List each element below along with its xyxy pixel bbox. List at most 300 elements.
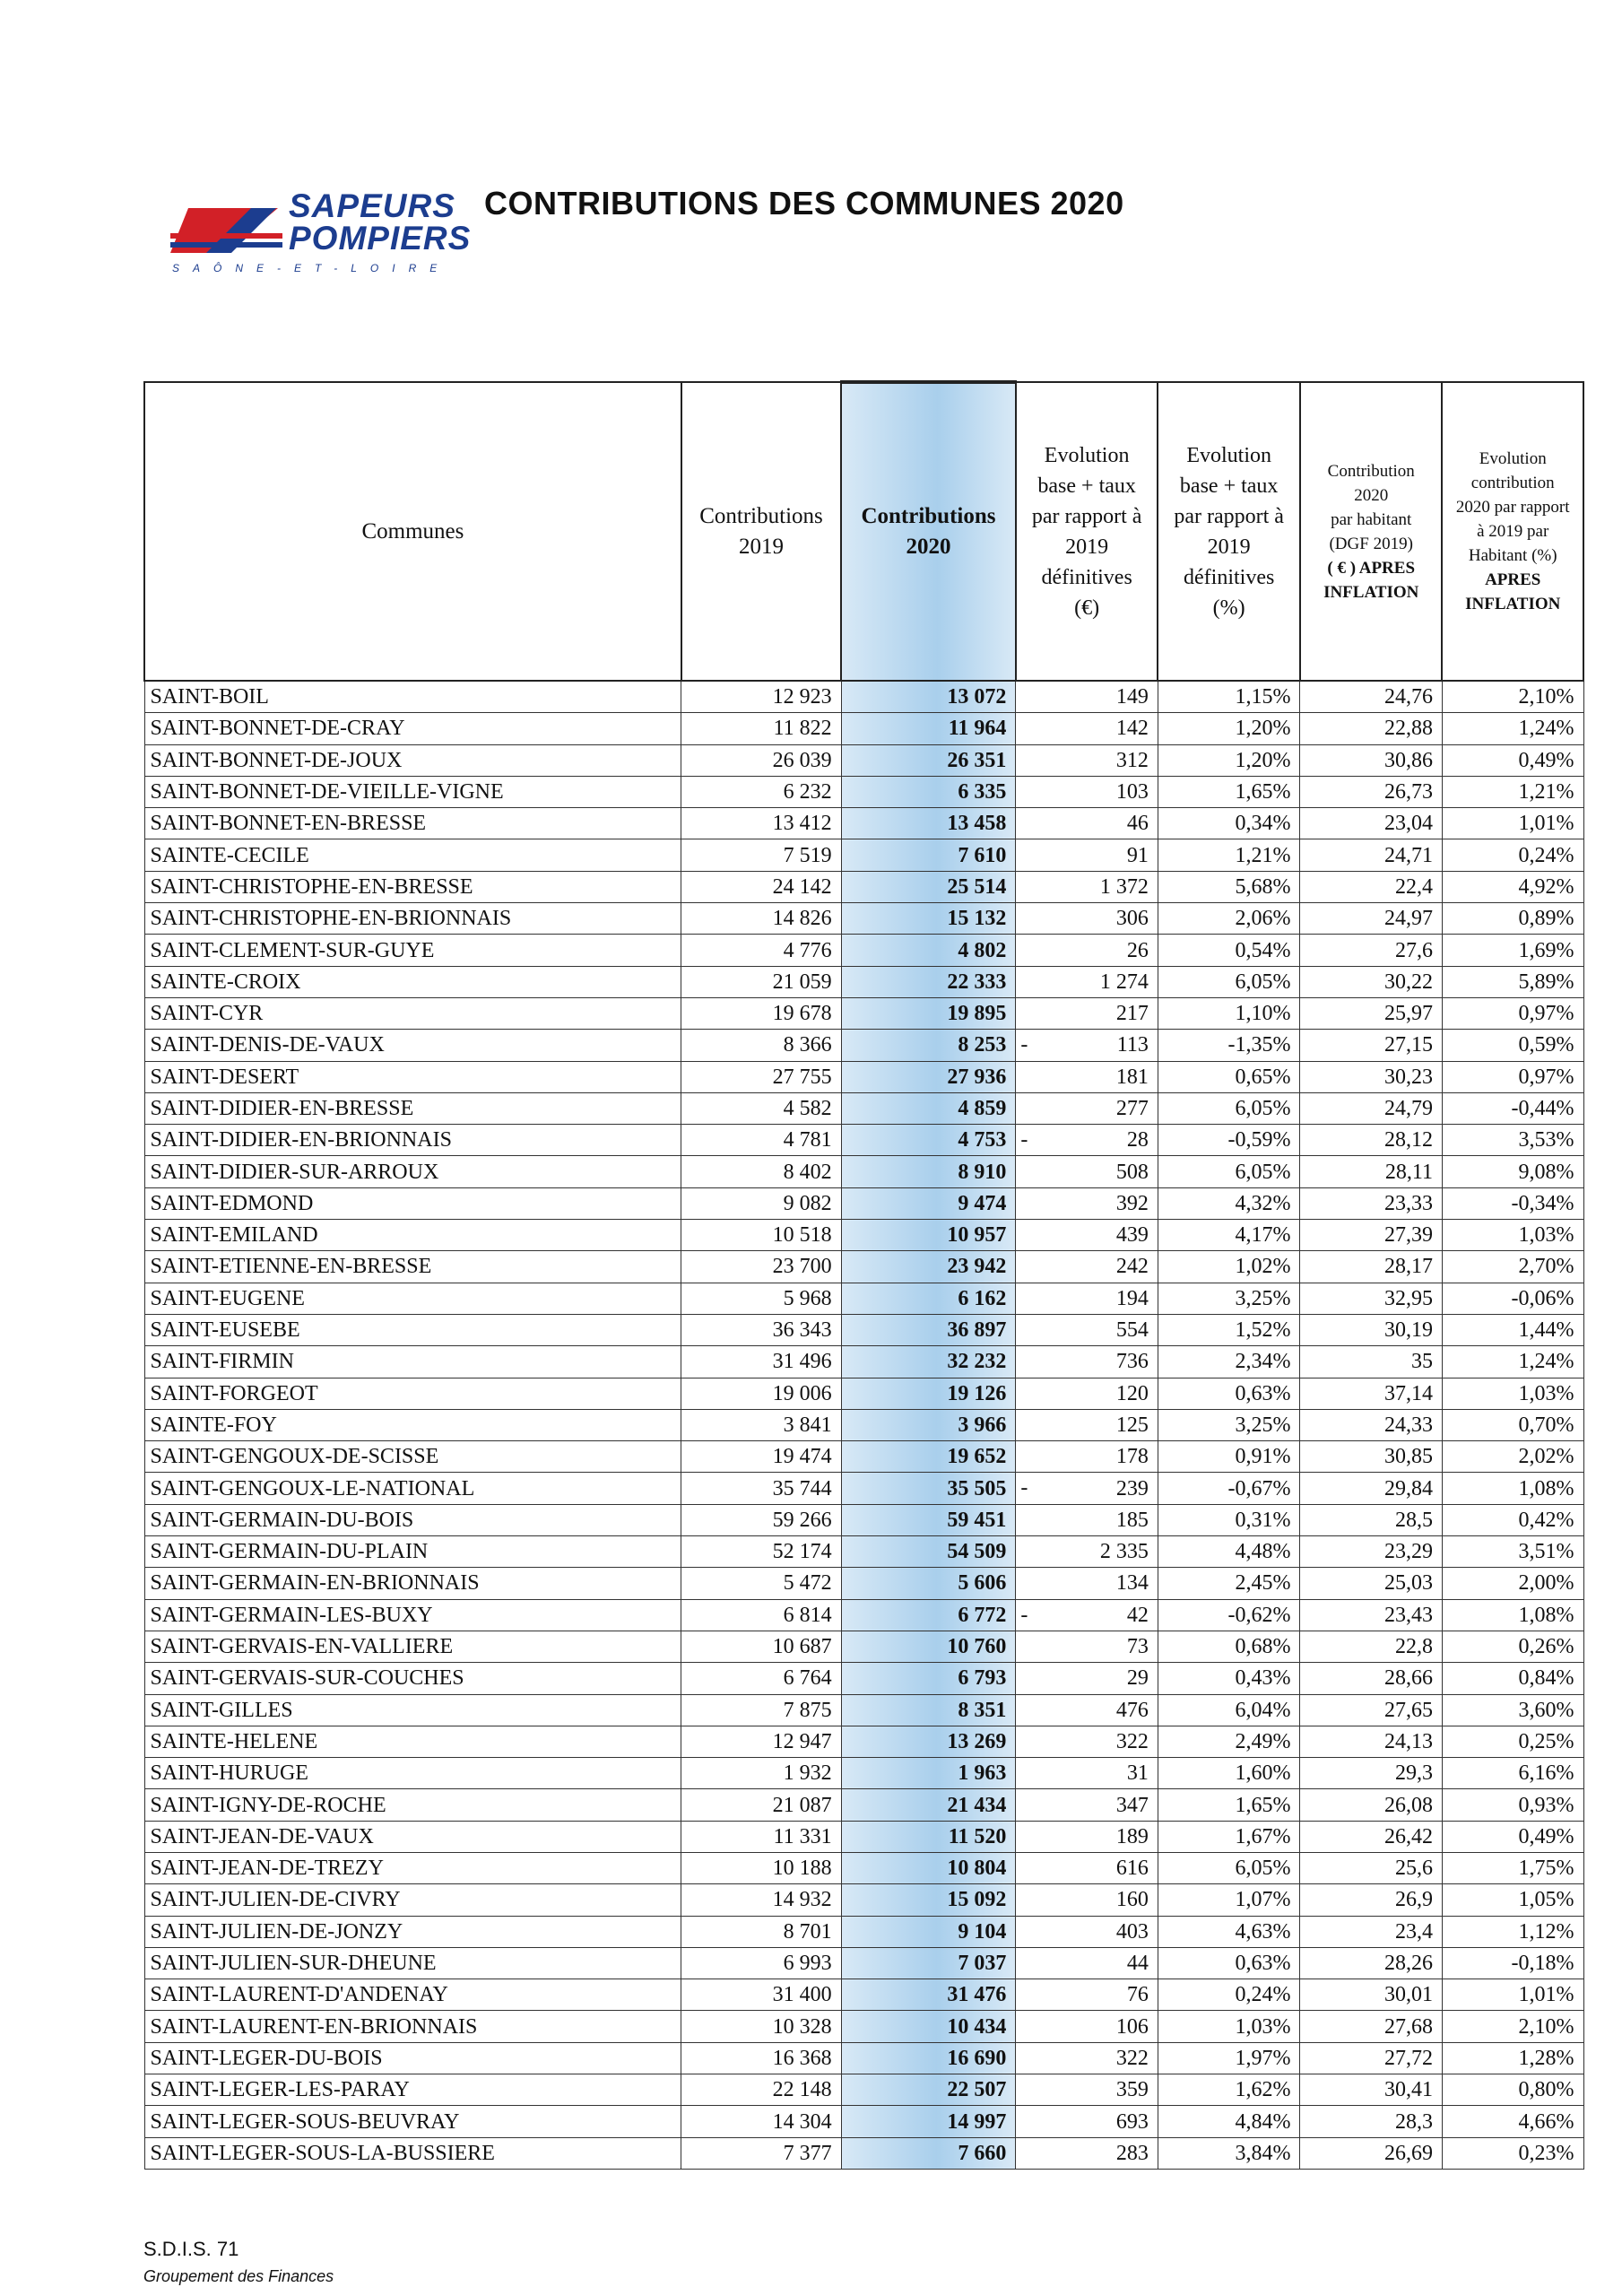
contrib-2020-cell: 13 072 bbox=[841, 681, 1016, 713]
per-habitant-cell: 26,9 bbox=[1300, 1884, 1443, 1916]
commune-name-cell: SAINT-DENIS-DE-VAUX bbox=[144, 1030, 681, 1061]
evolution-eur-cell: 508 bbox=[1016, 1156, 1158, 1187]
evolution-pct-cell: 3,84% bbox=[1158, 2137, 1300, 2169]
evolution-per-habitant-cell: -0,06% bbox=[1442, 1283, 1583, 1314]
evolution-eur-cell: 142 bbox=[1016, 713, 1158, 744]
per-habitant-cell: 28,17 bbox=[1300, 1251, 1443, 1283]
commune-name-cell: SAINT-GILLES bbox=[144, 1694, 681, 1726]
evolution-eur-cell: 26 bbox=[1016, 935, 1158, 966]
evolution-eur-cell: 554 bbox=[1016, 1314, 1158, 1345]
table-row bbox=[144, 2137, 1583, 2169]
contrib-2020-cell: 10 760 bbox=[841, 1631, 1016, 1662]
evolution-pct-cell: 1,67% bbox=[1158, 1821, 1300, 1852]
commune-name-cell: SAINT-GENGOUX-DE-SCISSE bbox=[144, 1441, 681, 1473]
evolution-per-habitant-cell: 0,49% bbox=[1442, 1821, 1583, 1852]
table-row bbox=[144, 1030, 1583, 1061]
table-row bbox=[144, 1758, 1583, 1789]
contrib-2020-cell: 4 802 bbox=[841, 935, 1016, 966]
per-habitant-cell: 27,39 bbox=[1300, 1220, 1443, 1251]
evolution-eur-cell: 392 bbox=[1016, 1187, 1158, 1219]
contrib-2019-cell: 26 039 bbox=[681, 744, 841, 776]
evolution-eur-cell: 439 bbox=[1016, 1220, 1158, 1251]
contrib-2019-cell: 4 776 bbox=[681, 935, 841, 966]
per-habitant-cell: 28,12 bbox=[1300, 1125, 1443, 1156]
commune-name-cell: SAINT-LEGER-LES-PARAY bbox=[144, 2074, 681, 2106]
evolution-per-habitant-cell: -0,18% bbox=[1442, 1947, 1583, 1979]
evolution-eur-cell: 91 bbox=[1016, 839, 1158, 871]
evolution-per-habitant-cell: 0,49% bbox=[1442, 744, 1583, 776]
table-row bbox=[144, 997, 1583, 1029]
evolution-per-habitant-cell: 5,89% bbox=[1442, 966, 1583, 997]
commune-name-cell: SAINT-GERMAIN-EN-BRIONNAIS bbox=[144, 1568, 681, 1599]
contrib-2020-cell: 6 772 - bbox=[841, 1599, 1016, 1631]
table-row bbox=[144, 1916, 1583, 1947]
evolution-pct-cell: 2,34% bbox=[1158, 1346, 1300, 1378]
evolution-eur-cell: 693 bbox=[1016, 2106, 1158, 2137]
per-habitant-cell: 24,76 bbox=[1300, 681, 1443, 713]
contrib-2019-cell: 7 875 bbox=[681, 1694, 841, 1726]
commune-name-cell: SAINT-EMILAND bbox=[144, 1220, 681, 1251]
contrib-2020-cell: 25 514 bbox=[841, 871, 1016, 902]
evolution-per-habitant-cell: 1,03% bbox=[1442, 1220, 1583, 1251]
evolution-per-habitant-cell: 3,53% bbox=[1442, 1125, 1583, 1156]
commune-name-cell: SAINT-JEAN-DE-TREZY bbox=[144, 1852, 681, 1883]
table-row bbox=[144, 1536, 1583, 1568]
commune-name-cell: SAINT-GERMAIN-DU-BOIS bbox=[144, 1504, 681, 1535]
table-row bbox=[144, 2042, 1583, 2074]
evolution-per-habitant-cell: 0,42% bbox=[1442, 1504, 1583, 1535]
per-habitant-cell: 27,65 bbox=[1300, 1694, 1443, 1726]
evolution-per-habitant-cell: 1,12% bbox=[1442, 1916, 1583, 1947]
contrib-2019-cell: 14 932 bbox=[681, 1884, 841, 1916]
per-habitant-cell: 29,84 bbox=[1300, 1473, 1443, 1504]
contrib-2019-cell: 11 331 bbox=[681, 1821, 841, 1852]
contrib-2020-cell: 54 509 bbox=[841, 1536, 1016, 1568]
table-row bbox=[144, 1726, 1583, 1757]
evolution-per-habitant-cell: 1,24% bbox=[1442, 713, 1583, 744]
logo-wordmark bbox=[289, 187, 472, 257]
per-habitant-cell: 28,5 bbox=[1300, 1504, 1443, 1535]
table-row bbox=[144, 935, 1583, 966]
contrib-2020-cell: 11 964 bbox=[841, 713, 1016, 744]
evolution-eur-cell: 46 bbox=[1016, 808, 1158, 839]
header-evolution-eur: Evolution base + taux par rapport à 2019 définitives (€) bbox=[1016, 382, 1158, 681]
evolution-pct-cell: 1,02% bbox=[1158, 1251, 1300, 1283]
evolution-per-habitant-cell: 1,01% bbox=[1442, 1979, 1583, 2011]
per-habitant-cell: 27,6 bbox=[1300, 935, 1443, 966]
contrib-2019-cell: 7 519 bbox=[681, 839, 841, 871]
contrib-2019-cell: 8 402 bbox=[681, 1156, 841, 1187]
table-row bbox=[144, 1125, 1583, 1156]
evolution-per-habitant-cell: 2,10% bbox=[1442, 2011, 1583, 2042]
evolution-pct-cell: 0,91% bbox=[1158, 1441, 1300, 1473]
commune-name-cell: SAINT-JULIEN-DE-JONZY bbox=[144, 1916, 681, 1947]
evolution-eur-cell: 476 bbox=[1016, 1694, 1158, 1726]
evolution-pct-cell: 6,05% bbox=[1158, 966, 1300, 997]
evolution-per-habitant-cell: 0,80% bbox=[1442, 2074, 1583, 2106]
table-row bbox=[144, 808, 1583, 839]
contrib-2020-cell: 15 092 bbox=[841, 1884, 1016, 1916]
evolution-pct-cell: 4,48% bbox=[1158, 1536, 1300, 1568]
negative-marker: - bbox=[1020, 1033, 1028, 1057]
evolution-pct-cell: 1,21% bbox=[1158, 839, 1300, 871]
per-habitant-cell: 35 bbox=[1300, 1346, 1443, 1378]
commune-name-cell: SAINT-GENGOUX-LE-NATIONAL bbox=[144, 1473, 681, 1504]
evolution-per-habitant-cell: 2,00% bbox=[1442, 1568, 1583, 1599]
per-habitant-cell: 27,15 bbox=[1300, 1030, 1443, 1061]
per-habitant-cell: 23,43 bbox=[1300, 1599, 1443, 1631]
evolution-eur-cell: 1 274 bbox=[1016, 966, 1158, 997]
per-habitant-cell: 24,79 bbox=[1300, 1092, 1443, 1124]
evolution-pct-cell: 0,43% bbox=[1158, 1663, 1300, 1694]
evolution-pct-cell: 6,05% bbox=[1158, 1156, 1300, 1187]
per-habitant-cell: 23,4 bbox=[1300, 1916, 1443, 1947]
per-habitant-cell: 28,11 bbox=[1300, 1156, 1443, 1187]
per-habitant-cell: 25,97 bbox=[1300, 997, 1443, 1029]
evolution-pct-cell: 4,84% bbox=[1158, 2106, 1300, 2137]
evolution-eur-cell: 194 bbox=[1016, 1283, 1158, 1314]
evolution-eur-cell: 106 bbox=[1016, 2011, 1158, 2042]
evolution-per-habitant-cell: 2,70% bbox=[1442, 1251, 1583, 1283]
contrib-2019-cell: 31 496 bbox=[681, 1346, 841, 1378]
contrib-2020-cell: 8 253 - bbox=[841, 1030, 1016, 1061]
contrib-2020-cell: 19 895 bbox=[841, 997, 1016, 1029]
commune-name-cell: SAINT-DIDIER-EN-BRIONNAIS bbox=[144, 1125, 681, 1156]
table-row bbox=[144, 776, 1583, 807]
contrib-2019-cell: 35 744 bbox=[681, 1473, 841, 1504]
evolution-per-habitant-cell: 0,89% bbox=[1442, 903, 1583, 935]
contrib-2020-cell: 59 451 bbox=[841, 1504, 1016, 1535]
per-habitant-cell: 25,03 bbox=[1300, 1568, 1443, 1599]
evolution-eur-cell: 185 bbox=[1016, 1504, 1158, 1535]
per-habitant-cell: 26,42 bbox=[1300, 1821, 1443, 1852]
commune-name-cell: SAINT-ETIENNE-EN-BRESSE bbox=[144, 1251, 681, 1283]
evolution-per-habitant-cell: 0,97% bbox=[1442, 997, 1583, 1029]
contrib-2019-cell: 3 841 bbox=[681, 1409, 841, 1440]
evolution-pct-cell: -1,35% bbox=[1158, 1030, 1300, 1061]
commune-name-cell: SAINT-JEAN-DE-VAUX bbox=[144, 1821, 681, 1852]
header-communes: Communes bbox=[144, 382, 681, 681]
table-row bbox=[144, 1187, 1583, 1219]
header-evolution-per-habitant: Evolution contribution 2020 par rapport à 2019 par Habitant (%) APRES INFLATION bbox=[1442, 382, 1583, 681]
contrib-2019-cell: 36 343 bbox=[681, 1314, 841, 1345]
commune-name-cell: SAINT-CLEMENT-SUR-GUYE bbox=[144, 935, 681, 966]
contrib-2019-cell: 7 377 bbox=[681, 2137, 841, 2169]
evolution-per-habitant-cell: 0,25% bbox=[1442, 1726, 1583, 1757]
table-header-row bbox=[144, 382, 1583, 681]
table-row bbox=[144, 1378, 1583, 1409]
evolution-eur-cell: 73 bbox=[1016, 1631, 1158, 1662]
contrib-2019-cell: 10 188 bbox=[681, 1852, 841, 1883]
evolution-pct-cell: 4,17% bbox=[1158, 1220, 1300, 1251]
table-row bbox=[144, 1441, 1583, 1473]
table-row bbox=[144, 966, 1583, 997]
per-habitant-cell: 30,41 bbox=[1300, 2074, 1443, 2106]
contrib-2020-cell: 1 963 bbox=[841, 1758, 1016, 1789]
contrib-2019-cell: 14 304 bbox=[681, 2106, 841, 2137]
evolution-per-habitant-cell: 1,08% bbox=[1442, 1599, 1583, 1631]
evolution-pct-cell: 1,10% bbox=[1158, 997, 1300, 1029]
contrib-2019-cell: 14 826 bbox=[681, 903, 841, 935]
table-row bbox=[144, 1156, 1583, 1187]
per-habitant-cell: 24,71 bbox=[1300, 839, 1443, 871]
contrib-2019-cell: 11 822 bbox=[681, 713, 841, 744]
evolution-pct-cell: 0,63% bbox=[1158, 1378, 1300, 1409]
commune-name-cell: SAINT-DIDIER-SUR-ARROUX bbox=[144, 1156, 681, 1187]
contrib-2020-cell: 6 162 bbox=[841, 1283, 1016, 1314]
evolution-per-habitant-cell: 4,66% bbox=[1442, 2106, 1583, 2137]
evolution-eur-cell: 347 bbox=[1016, 1789, 1158, 1821]
header-contrib-2020: Contributions 2020 bbox=[841, 382, 1016, 681]
evolution-per-habitant-cell: 1,24% bbox=[1442, 1346, 1583, 1378]
commune-name-cell: SAINT-LAURENT-D'ANDENAY bbox=[144, 1979, 681, 2011]
per-habitant-cell: 24,33 bbox=[1300, 1409, 1443, 1440]
negative-marker: - bbox=[1020, 1603, 1028, 1627]
table-row bbox=[144, 2074, 1583, 2106]
evolution-per-habitant-cell: 0,93% bbox=[1442, 1789, 1583, 1821]
commune-name-cell: SAINT-BONNET-DE-JOUX bbox=[144, 744, 681, 776]
contrib-2020-cell: 6 793 bbox=[841, 1663, 1016, 1694]
per-habitant-cell: 28,3 bbox=[1300, 2106, 1443, 2137]
evolution-pct-cell: 0,63% bbox=[1158, 1947, 1300, 1979]
evolution-per-habitant-cell: 1,08% bbox=[1442, 1473, 1583, 1504]
table-row bbox=[144, 1663, 1583, 1694]
evolution-eur-cell: 125 bbox=[1016, 1409, 1158, 1440]
evolution-eur-cell: 736 bbox=[1016, 1346, 1158, 1378]
evolution-eur-cell: 160 bbox=[1016, 1884, 1158, 1916]
table-row bbox=[144, 1283, 1583, 1314]
negative-marker: - bbox=[1020, 1128, 1028, 1152]
table-row bbox=[144, 1979, 1583, 2011]
table-row bbox=[144, 1884, 1583, 1916]
per-habitant-cell: 24,97 bbox=[1300, 903, 1443, 935]
contrib-2020-cell: 9 104 bbox=[841, 1916, 1016, 1947]
evolution-eur-cell: 312 bbox=[1016, 744, 1158, 776]
evolution-eur-cell: 306 bbox=[1016, 903, 1158, 935]
contrib-2019-cell: 12 923 bbox=[681, 681, 841, 713]
evolution-pct-cell: 4,63% bbox=[1158, 1916, 1300, 1947]
contrib-2020-cell: 36 897 bbox=[841, 1314, 1016, 1345]
evolution-pct-cell: -0,62% bbox=[1158, 1599, 1300, 1631]
evolution-pct-cell: -0,67% bbox=[1158, 1473, 1300, 1504]
evolution-per-habitant-cell: 0,84% bbox=[1442, 1663, 1583, 1694]
evolution-per-habitant-cell: -0,44% bbox=[1442, 1092, 1583, 1124]
per-habitant-cell: 29,3 bbox=[1300, 1758, 1443, 1789]
contrib-2019-cell: 6 232 bbox=[681, 776, 841, 807]
commune-name-cell: SAINT-CYR bbox=[144, 997, 681, 1029]
table-row bbox=[144, 1599, 1583, 1631]
evolution-per-habitant-cell: 0,97% bbox=[1442, 1061, 1583, 1092]
evolution-per-habitant-cell: 6,16% bbox=[1442, 1758, 1583, 1789]
contrib-2019-cell: 52 174 bbox=[681, 1536, 841, 1568]
commune-name-cell: SAINTE-CECILE bbox=[144, 839, 681, 871]
commune-name-cell: SAINT-EDMOND bbox=[144, 1187, 681, 1219]
table-row bbox=[144, 1694, 1583, 1726]
contrib-2020-cell: 22 333 bbox=[841, 966, 1016, 997]
per-habitant-cell: 37,14 bbox=[1300, 1378, 1443, 1409]
header-evolution-pct: Evolution base + taux par rapport à 2019 définitives (%) bbox=[1158, 382, 1300, 681]
evolution-eur-cell: 322 bbox=[1016, 2042, 1158, 2074]
table-row bbox=[144, 1092, 1583, 1124]
contrib-2019-cell: 19 006 bbox=[681, 1378, 841, 1409]
commune-name-cell: SAINT-CHRISTOPHE-EN-BRIONNAIS bbox=[144, 903, 681, 935]
evolution-pct-cell: 6,04% bbox=[1158, 1694, 1300, 1726]
contrib-2020-cell: 11 520 bbox=[841, 1821, 1016, 1852]
per-habitant-cell: 28,26 bbox=[1300, 1947, 1443, 1979]
evolution-pct-cell: 1,62% bbox=[1158, 2074, 1300, 2106]
evolution-per-habitant-cell: 1,21% bbox=[1442, 776, 1583, 807]
table-row bbox=[144, 839, 1583, 871]
evolution-eur-cell: 283 bbox=[1016, 2137, 1158, 2169]
evolution-eur-cell: 217 bbox=[1016, 997, 1158, 1029]
evolution-pct-cell: 0,31% bbox=[1158, 1504, 1300, 1535]
commune-name-cell: SAINT-LEGER-DU-BOIS bbox=[144, 2042, 681, 2074]
evolution-pct-cell: 0,65% bbox=[1158, 1061, 1300, 1092]
evolution-eur-cell: 403 bbox=[1016, 1916, 1158, 1947]
evolution-eur-cell: 76 bbox=[1016, 1979, 1158, 2011]
per-habitant-cell: 30,23 bbox=[1300, 1061, 1443, 1092]
contrib-2019-cell: 59 266 bbox=[681, 1504, 841, 1535]
contrib-2019-cell: 6 764 bbox=[681, 1663, 841, 1694]
evolution-eur-cell: 149 bbox=[1016, 681, 1158, 713]
logo-subtitle: SAÔNE-ET-LOIRE bbox=[172, 262, 451, 274]
table-row bbox=[144, 1220, 1583, 1251]
contrib-2019-cell: 27 755 bbox=[681, 1061, 841, 1092]
negative-marker: - bbox=[1020, 1476, 1028, 1500]
contrib-2019-cell: 10 328 bbox=[681, 2011, 841, 2042]
evolution-pct-cell: 0,68% bbox=[1158, 1631, 1300, 1662]
contrib-2020-cell: 22 507 bbox=[841, 2074, 1016, 2106]
per-habitant-cell: 22,4 bbox=[1300, 871, 1443, 902]
per-habitant-cell: 30,86 bbox=[1300, 744, 1443, 776]
table-row bbox=[144, 713, 1583, 744]
per-habitant-cell: 28,66 bbox=[1300, 1663, 1443, 1694]
commune-name-cell: SAINT-DESERT bbox=[144, 1061, 681, 1092]
evolution-per-habitant-cell: 1,44% bbox=[1442, 1314, 1583, 1345]
per-habitant-cell: 26,69 bbox=[1300, 2137, 1443, 2169]
table-row bbox=[144, 903, 1583, 935]
evolution-pct-cell: 5,68% bbox=[1158, 871, 1300, 902]
contrib-2019-cell: 9 082 bbox=[681, 1187, 841, 1219]
commune-name-cell: SAINT-FORGEOT bbox=[144, 1378, 681, 1409]
contrib-2019-cell: 31 400 bbox=[681, 1979, 841, 2011]
per-habitant-cell: 27,68 bbox=[1300, 2011, 1443, 2042]
evolution-pct-cell: 1,65% bbox=[1158, 776, 1300, 807]
contrib-2019-cell: 23 700 bbox=[681, 1251, 841, 1283]
per-habitant-cell: 30,22 bbox=[1300, 966, 1443, 997]
contrib-2019-cell: 19 474 bbox=[681, 1441, 841, 1473]
per-habitant-cell: 22,88 bbox=[1300, 713, 1443, 744]
evolution-per-habitant-cell: 9,08% bbox=[1442, 1156, 1583, 1187]
evolution-eur-cell: 42 bbox=[1016, 1599, 1158, 1631]
evolution-eur-cell: 103 bbox=[1016, 776, 1158, 807]
commune-name-cell: SAINT-GERVAIS-SUR-COUCHES bbox=[144, 1663, 681, 1694]
commune-name-cell: SAINT-GERVAIS-EN-VALLIERE bbox=[144, 1631, 681, 1662]
evolution-per-habitant-cell: 1,03% bbox=[1442, 1378, 1583, 1409]
contrib-2019-cell: 10 687 bbox=[681, 1631, 841, 1662]
commune-name-cell: SAINTE-CROIX bbox=[144, 966, 681, 997]
contrib-2020-cell: 4 753 - bbox=[841, 1125, 1016, 1156]
commune-name-cell: SAINT-HURUGE bbox=[144, 1758, 681, 1789]
evolution-per-habitant-cell: 1,01% bbox=[1442, 808, 1583, 839]
table-row bbox=[144, 1789, 1583, 1821]
contrib-2020-cell: 35 505 - bbox=[841, 1473, 1016, 1504]
contrib-2020-cell: 4 859 bbox=[841, 1092, 1016, 1124]
contrib-2020-cell: 10 804 bbox=[841, 1852, 1016, 1883]
contrib-2020-cell: 21 434 bbox=[841, 1789, 1016, 1821]
per-habitant-cell: 26,08 bbox=[1300, 1789, 1443, 1821]
commune-name-cell: SAINT-BONNET-EN-BRESSE bbox=[144, 808, 681, 839]
contrib-2019-cell: 5 472 bbox=[681, 1568, 841, 1599]
per-habitant-cell: 23,04 bbox=[1300, 808, 1443, 839]
evolution-pct-cell: 1,52% bbox=[1158, 1314, 1300, 1345]
evolution-eur-cell: 28 bbox=[1016, 1125, 1158, 1156]
contrib-2019-cell: 21 059 bbox=[681, 966, 841, 997]
evolution-pct-cell: 1,15% bbox=[1158, 681, 1300, 713]
evolution-eur-cell: 189 bbox=[1016, 1821, 1158, 1852]
evolution-pct-cell: 1,20% bbox=[1158, 713, 1300, 744]
contrib-2019-cell: 24 142 bbox=[681, 871, 841, 902]
evolution-pct-cell: 4,32% bbox=[1158, 1187, 1300, 1219]
contrib-2020-cell: 10 434 bbox=[841, 2011, 1016, 2042]
evolution-eur-cell: 359 bbox=[1016, 2074, 1158, 2106]
evolution-eur-cell: 242 bbox=[1016, 1251, 1158, 1283]
contrib-2020-cell: 32 232 bbox=[841, 1346, 1016, 1378]
commune-name-cell: SAINT-LEGER-SOUS-BEUVRAY bbox=[144, 2106, 681, 2137]
evolution-per-habitant-cell: 0,23% bbox=[1442, 2137, 1583, 2169]
header-contrib-2019: Contributions 2019 bbox=[681, 382, 841, 681]
table-row bbox=[144, 1061, 1583, 1092]
contrib-2020-cell: 7 610 bbox=[841, 839, 1016, 871]
evolution-pct-cell: 1,07% bbox=[1158, 1884, 1300, 1916]
evolution-pct-cell: 6,05% bbox=[1158, 1852, 1300, 1883]
commune-name-cell: SAINT-DIDIER-EN-BRESSE bbox=[144, 1092, 681, 1124]
contrib-2020-cell: 27 936 bbox=[841, 1061, 1016, 1092]
contrib-2019-cell: 19 678 bbox=[681, 997, 841, 1029]
evolution-pct-cell: -0,59% bbox=[1158, 1125, 1300, 1156]
evolution-eur-cell: 239 bbox=[1016, 1473, 1158, 1504]
logo-line2: POMPIERS bbox=[289, 220, 472, 257]
contributions-table-wrapper bbox=[143, 380, 1584, 2170]
contrib-2019-cell: 21 087 bbox=[681, 1789, 841, 1821]
per-habitant-cell: 30,01 bbox=[1300, 1979, 1443, 2011]
evolution-pct-cell: 0,34% bbox=[1158, 808, 1300, 839]
per-habitant-cell: 32,95 bbox=[1300, 1283, 1443, 1314]
contrib-2020-cell: 8 910 bbox=[841, 1156, 1016, 1187]
table-body bbox=[144, 681, 1583, 2169]
table-row bbox=[144, 681, 1583, 713]
per-habitant-cell: 22,8 bbox=[1300, 1631, 1443, 1662]
evolution-per-habitant-cell: 0,70% bbox=[1442, 1409, 1583, 1440]
evolution-pct-cell: 3,25% bbox=[1158, 1283, 1300, 1314]
commune-name-cell: SAINT-GERMAIN-LES-BUXY bbox=[144, 1599, 681, 1631]
contrib-2019-cell: 5 968 bbox=[681, 1283, 841, 1314]
page-title: CONTRIBUTIONS DES COMMUNES 2020 bbox=[484, 185, 1124, 222]
contrib-2019-cell: 6 993 bbox=[681, 1947, 841, 1979]
table-row bbox=[144, 1251, 1583, 1283]
contrib-2019-cell: 8 701 bbox=[681, 1916, 841, 1947]
contrib-2019-cell: 13 412 bbox=[681, 808, 841, 839]
commune-name-cell: SAINT-FIRMIN bbox=[144, 1346, 681, 1378]
commune-name-cell: SAINT-LEGER-SOUS-LA-BUSSIERE bbox=[144, 2137, 681, 2169]
contrib-2020-cell: 19 126 bbox=[841, 1378, 1016, 1409]
evolution-per-habitant-cell: 4,92% bbox=[1442, 871, 1583, 902]
contrib-2020-cell: 15 132 bbox=[841, 903, 1016, 935]
evolution-pct-cell: 1,97% bbox=[1158, 2042, 1300, 2074]
commune-name-cell: SAINTE-HELENE bbox=[144, 1726, 681, 1757]
evolution-pct-cell: 1,65% bbox=[1158, 1789, 1300, 1821]
evolution-per-habitant-cell: 3,51% bbox=[1442, 1536, 1583, 1568]
